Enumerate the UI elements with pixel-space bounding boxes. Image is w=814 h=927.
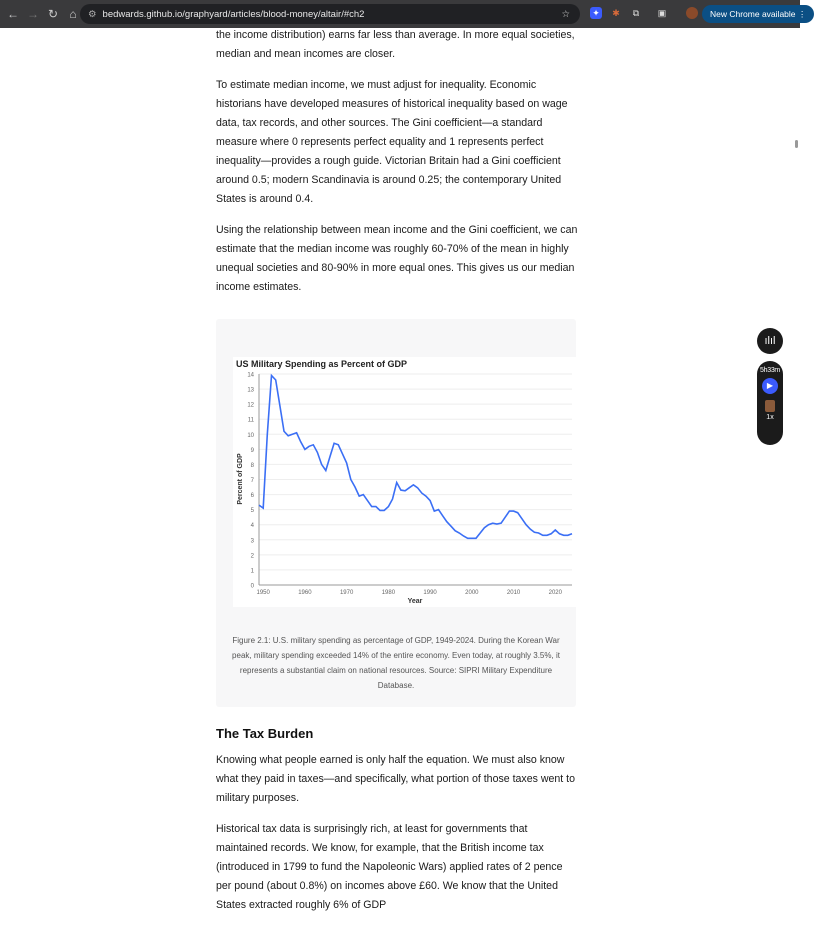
section-heading: The Tax Burden bbox=[216, 726, 314, 741]
paragraph-text: the income distribution) earns far less than average. In more equal societies, median and mean incomes are closer. bbox=[216, 29, 575, 60]
url-text: bedwards.github.io/graphyard/articles/blood-money/altair/#ch2 bbox=[102, 8, 365, 20]
voice-button[interactable] bbox=[757, 328, 783, 354]
article-column bbox=[216, 26, 578, 927]
bookmark-star-icon[interactable]: ☆ bbox=[561, 8, 570, 20]
y-tick-label: 1 bbox=[250, 568, 254, 575]
time-remaining: 5h33m bbox=[760, 367, 780, 374]
figure bbox=[216, 319, 576, 707]
y-tick-label: 10 bbox=[247, 432, 254, 439]
chart-svg bbox=[233, 357, 578, 607]
y-tick-label: 9 bbox=[250, 447, 254, 454]
extensions-puzzle-icon[interactable]: ⧉ bbox=[632, 8, 640, 18]
paragraph-text: Using the relationship between mean income and the Gini coefficient, we can estimate that the median income was roughly 60-70% of the mean in highly unequal societies and 80-90% in more equal ones. This gives us our median income estimates. bbox=[216, 224, 578, 293]
play-button[interactable]: ▶ bbox=[762, 378, 778, 394]
update-chrome-button[interactable]: New Chrome available ⋮ bbox=[702, 5, 814, 23]
site-settings-icon[interactable]: ⚙ bbox=[88, 8, 97, 20]
update-label: New Chrome available bbox=[710, 9, 796, 19]
data-line bbox=[259, 376, 572, 539]
forward-icon[interactable]: → bbox=[27, 7, 39, 21]
x-tick-label: 1980 bbox=[381, 590, 396, 596]
x-tick-label: 2010 bbox=[506, 590, 521, 596]
y-tick-label: 11 bbox=[247, 417, 254, 424]
y-tick-label: 0 bbox=[250, 583, 254, 590]
x-tick-label: 1950 bbox=[256, 590, 270, 596]
back-icon[interactable]: ← bbox=[7, 7, 19, 21]
speed-button[interactable]: 1x bbox=[766, 414, 774, 421]
y-tick-label: 3 bbox=[250, 538, 254, 545]
paragraph-text: To estimate median income, we must adjust for inequality. Economic historians have developed measures of historical inequality based on wage data, tax records, and other sources. The Gini coefficient—a standard measure where 0 represents perfect equality and 1 represents perfect inequality—provides a rough guide. Victorian Britain had a Gini coefficient around 0.5; modern Scandinavia is around 0.25; the contemporary United States is around 0.4. bbox=[216, 79, 568, 205]
paragraph-text: Historical tax data is surprisingly rich, at least for governments that maintained records. We know, for example, that the British income tax (introduced in 1799 to fund the Napoleonic Wars) applied rates of 2 pence per pound (about 0.8%) on incomes above £60. We know that the United States extracted roughly 6% of GDP bbox=[216, 823, 563, 911]
y-axis-title: Percent of GDP bbox=[237, 453, 244, 505]
extension-icon[interactable]: ✦ bbox=[590, 7, 602, 19]
narrator-avatar bbox=[765, 400, 775, 412]
paragraph-text: Knowing what people earned is only half the equation. We must also know what they paid in taxes—and specifically, what portion of those taxes went to military purposes. bbox=[216, 754, 576, 804]
x-tick-label: 2020 bbox=[548, 590, 562, 596]
y-tick-label: 6 bbox=[250, 493, 254, 500]
x-tick-label: 2000 bbox=[465, 590, 479, 596]
y-tick-label: 2 bbox=[250, 553, 254, 560]
home-icon[interactable]: ⌂ bbox=[69, 7, 77, 21]
y-tick-label: 5 bbox=[250, 508, 254, 515]
address-bar[interactable] bbox=[80, 4, 580, 24]
y-tick-label: 13 bbox=[247, 387, 254, 394]
tab-search-icon[interactable]: ▣ bbox=[657, 8, 667, 18]
waveform-icon: ılıl bbox=[764, 335, 776, 347]
y-tick-label: 7 bbox=[250, 478, 254, 484]
reload-icon[interactable]: ↻ bbox=[47, 7, 59, 21]
x-tick-label: 1960 bbox=[298, 590, 312, 596]
y-tick-label: 14 bbox=[247, 372, 254, 379]
browser-toolbar bbox=[0, 0, 807, 28]
chart-title: US Military Spending as Percent of GDP bbox=[236, 359, 408, 369]
audio-player bbox=[757, 361, 783, 445]
scrollbar-thumb[interactable] bbox=[795, 140, 798, 148]
x-axis-title: Year bbox=[407, 598, 423, 605]
x-tick-label: 1990 bbox=[423, 590, 437, 596]
x-tick-label: 1970 bbox=[339, 590, 354, 596]
extension-bug-icon[interactable]: ✱ bbox=[612, 8, 620, 18]
y-tick-label: 12 bbox=[247, 402, 254, 409]
chart bbox=[233, 357, 578, 607]
profile-avatar[interactable] bbox=[686, 7, 698, 19]
y-tick-label: 8 bbox=[250, 462, 254, 469]
figure-caption: Figure 2.1: U.S. military spending as percentage of GDP, 1949-2024. During the Korean War peak, military spending exceeded 14% of the entire economy. Even today, at roughly 3.5%, it represents a substantial claim on national resources. Source: SIPRI Military Expenditure Database. bbox=[232, 636, 560, 690]
y-tick-label: 4 bbox=[250, 523, 254, 530]
